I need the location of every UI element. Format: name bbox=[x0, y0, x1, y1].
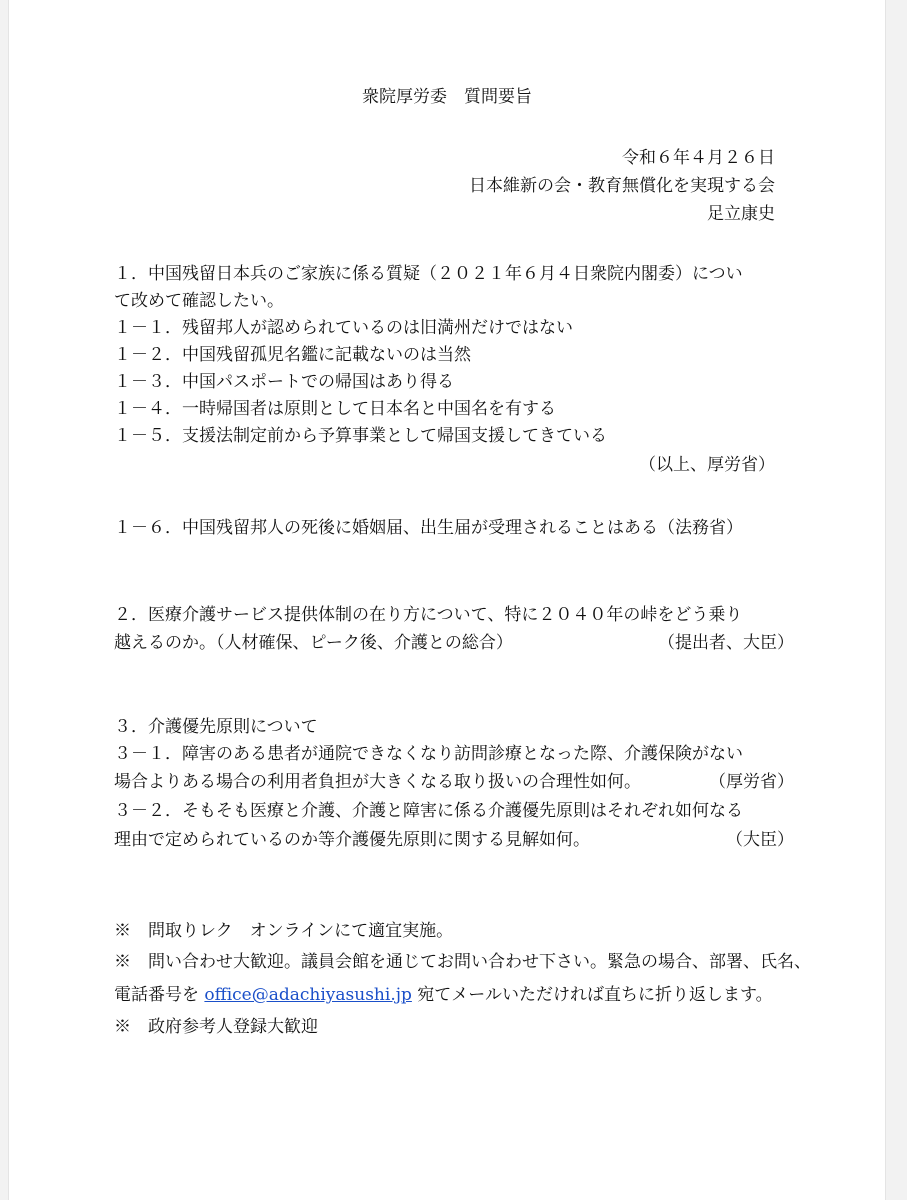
section1-attribution: （以上、厚労省） bbox=[639, 455, 775, 475]
section3-item2-line2: 理由で定められているのか等介護優先原則に関する見解如何。 bbox=[114, 830, 590, 850]
section1-item-6: １－６．中国残留邦人の死後に婚姻届、出生届が受理されることはある（法務省） bbox=[114, 518, 743, 538]
section1-intro-line2: て改めて確認したい。 bbox=[114, 291, 284, 311]
section3-item1-line2: 場合よりある場合の利用者負担が大きくなる取り扱いの合理性如何。 bbox=[114, 772, 641, 792]
section2-line1: ２．医療介護サービス提供体制の在り方について、特に２０４０年の峠をどう乗り bbox=[114, 605, 743, 625]
party-name: 日本維新の会・教育無償化を実現する会 bbox=[469, 176, 775, 196]
document-body bbox=[9, 0, 885, 1200]
note-2-line2 bbox=[114, 984, 773, 1006]
section2-line2-row bbox=[114, 632, 794, 654]
email-link[interactable]: office@adachiyasushi.jp bbox=[204, 985, 412, 1005]
section3-item1-line2-row bbox=[114, 771, 794, 793]
note-2-line2-prefix: 電話番号を bbox=[114, 985, 205, 1005]
note-2-line2-suffix: 宛てメールいただければ直ちに折り返します。 bbox=[411, 985, 773, 1005]
note-1: ※ 問取りレク オンラインにて適宜実施。 bbox=[114, 921, 454, 941]
section2-line2: 越えるのか。（人材確保、ピーク後、介護との総合） bbox=[114, 633, 513, 653]
section3-heading: ３．介護優先原則について bbox=[114, 717, 318, 737]
section1-item-5: １－５．支援法制定前から予算事業として帰国支援してきている bbox=[114, 426, 607, 446]
section3-item2-tag: （大臣） bbox=[726, 830, 794, 850]
section3-item1-line1: ３－１．障害のある患者が通院できなくなり訪問診療となった際、介護保険がない bbox=[114, 744, 743, 764]
document-title: 衆院厚労委 質問要旨 bbox=[362, 87, 532, 107]
document-page bbox=[8, 0, 886, 1200]
note-2-line1: ※ 問い合わせ大歓迎。議員会館を通じてお問い合わせ下さい。緊急の場合、部署、氏名、 bbox=[114, 952, 811, 972]
section2-tag: （提出者、大臣） bbox=[658, 633, 794, 653]
document-date: 令和６年４月２６日 bbox=[622, 148, 775, 168]
section3-item2-line2-row bbox=[114, 829, 794, 851]
section1-item-1: １－１．残留邦人が認められているのは旧満州だけではない bbox=[114, 318, 573, 338]
author-name: 足立康史 bbox=[707, 204, 775, 224]
note-3: ※ 政府参考人登録大歓迎 bbox=[114, 1017, 318, 1037]
section1-item-3: １－３．中国パスポートでの帰国はあり得る bbox=[114, 372, 454, 392]
section3-item1-tag: （厚労省） bbox=[709, 772, 794, 792]
section3-item2-line1: ３－２．そもそも医療と介護、介護と障害に係る介護優先原則はそれぞれ如何なる bbox=[114, 801, 743, 821]
section1-intro-line1: １．中国残留日本兵のご家族に係る質疑（２０２１年６月４日衆院内閣委）につい bbox=[114, 264, 743, 284]
section1-item-2: １－２．中国残留孤児名鑑に記載ないのは当然 bbox=[114, 345, 471, 365]
section1-item-4: １－４．一時帰国者は原則として日本名と中国名を有する bbox=[114, 399, 556, 419]
